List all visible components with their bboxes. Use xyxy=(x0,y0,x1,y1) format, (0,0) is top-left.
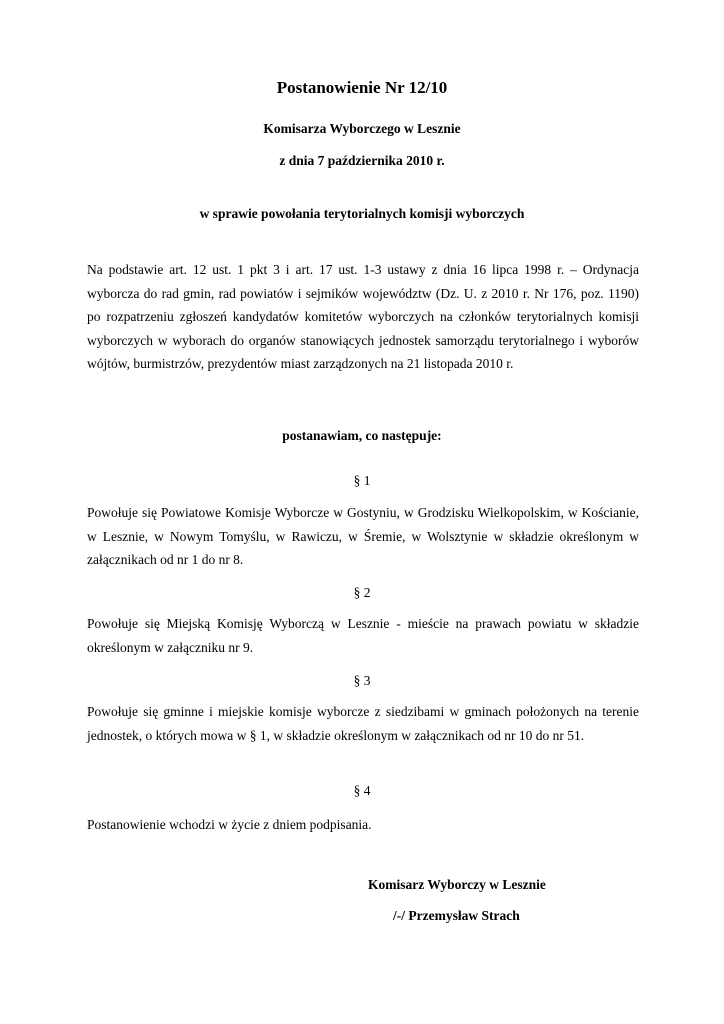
section-text-3: Powołuje się gminne i miejskie komisje wyborcze z siedzibami w gminach położonych na terenie jednostek, o których mowa w § 1, w składzie określonym w załącznikach od nr 10 do nr 51. xyxy=(87,704,639,743)
preamble-paragraph: Na podstawie art. 12 ust. 1 pkt 3 i art. 17 ust. 1-3 ustawy z dnia 16 lipca 1998 r. – Ordynacja wyborcza do rad gmin, rad powiatów i sejmików województw (Dz. U. z 2010 r. Nr 176, poz. 1190) po rozpatrzeniu zgłoszeń kandydatów komitetów wyborczych na członków terytorialnych komisji wyborczych w wyborach do organów stanowiących jednostek samorządu terytorialnego i wyborów wójtów, burmistrzów, prezydentów miast zarządzonych na 21 listopada 2010 r. xyxy=(87,262,639,371)
document-title: Postanowienie Nr 12/10 xyxy=(276,78,448,97)
section-text-1: Powołuje się Powiatowe Komisje Wyborcze w Gostyniu, w Grodzisku Wielkopolskim, w Kościanie, w Lesznie, w Nowym Tomyślu, w Rawiczu, w Śremie, w Wolsztynie w składzie określonym w załącznikach od nr 1 do nr 8. xyxy=(87,505,639,567)
signatory-name: /-/ Przemysław Strach xyxy=(393,908,520,923)
issuing-authority: Komisarza Wyborczego w Lesznie xyxy=(263,121,461,136)
section-text-2: Powołuje się Miejską Komisję Wyborczą w Lesznie - mieście na prawach powiatu w składzie określonym w załączniku nr 9. xyxy=(87,616,639,655)
section-text-4: Postanowienie wchodzi w życie z dniem podpisania. xyxy=(87,817,372,832)
document-date: z dnia 7 października 2010 r. xyxy=(279,153,445,168)
section-mark-1: § 1 xyxy=(353,473,371,488)
section-mark-4: § 4 xyxy=(353,783,371,798)
document-subject: w sprawie powołania terytorialnych komisji wyborczych xyxy=(199,206,525,221)
signatory-role: Komisarz Wyborczy w Lesznie xyxy=(368,877,546,892)
section-mark-2: § 2 xyxy=(353,585,371,600)
decision-heading: postanawiam, co następuje: xyxy=(282,428,442,443)
section-mark-3: § 3 xyxy=(353,673,371,688)
